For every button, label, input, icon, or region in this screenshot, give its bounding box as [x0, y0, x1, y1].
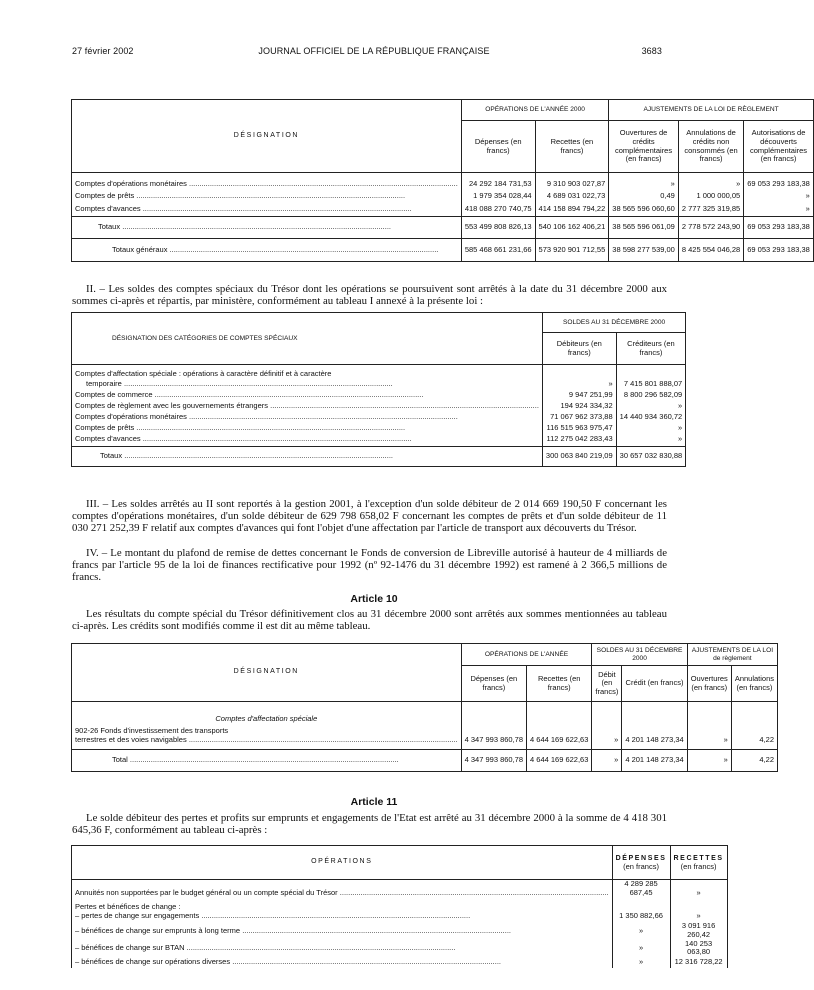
table-row: [72, 203, 814, 217]
cell: 194 924 334,32: [542, 401, 616, 412]
col-crediteurs: Créditeurs (en francs): [616, 333, 686, 365]
cell: 9 947 251,99: [542, 390, 616, 401]
article-11-heading: Article 11: [350, 796, 398, 808]
cell: »: [592, 750, 622, 772]
col-depenses: Dépenses (en francs): [461, 666, 526, 702]
cell: 8 800 296 582,09: [616, 390, 686, 401]
table-row: [72, 434, 686, 447]
table-row: [72, 379, 686, 390]
table-row: [72, 179, 814, 191]
row-label: Annuités non supportées par le budget général ou un compte spécial du Trésor .....: [75, 889, 609, 898]
row-label: Totaux généraux .....: [112, 246, 458, 255]
cell: »: [744, 191, 814, 203]
row-label: terrestres et des voies navigables .....: [75, 736, 458, 745]
cell: 585 468 661 231,66: [461, 239, 535, 262]
paragraph-ii: II. – Les soldes des comptes spéciaux du Trésor dont les opérations se poursuivent sont arrêtés à la date du 31 décembre 2000 aux sommes ci-après et répartis, par ministère, conformément au tableau I annexé à la présente loi :: [72, 283, 667, 308]
row-label: Total .....: [112, 756, 458, 765]
cell: »: [670, 880, 727, 898]
cell: »: [592, 736, 622, 750]
group-operations-header: OPÉRATIONS DE L'ANNÉE 2000: [461, 100, 608, 121]
col-debit: Débit (en francs): [592, 666, 622, 702]
row-label: Totaux .....: [98, 223, 458, 232]
cell: 4 347 993 860,78: [461, 750, 526, 772]
row-label: temporaire .....: [86, 380, 539, 389]
row-label: – pertes de change sur engagements .....: [75, 912, 609, 921]
col-annulations: Annulations (en francs): [731, 666, 777, 702]
cell: 2 777 325 319,85: [678, 203, 743, 217]
group-ajustements-header: AJUSTEMENTS DE LA LOI DE RÈGLEMENT: [609, 100, 814, 121]
cell: 38 598 277 539,00: [609, 239, 679, 262]
article-10-text: Les résultats du compte spécial du Trésor définitivement clos au 31 décembre 2000 sont arrêtés aux sommes mentionnées au tableau ci-après. Les crédits sont modifiés comme il est dit au même tableau.: [72, 608, 667, 633]
cell: 24 292 184 731,53: [461, 179, 535, 191]
cell: 116 515 963 975,47: [542, 423, 616, 434]
cell: 112 275 042 283,43: [542, 434, 616, 447]
col-credit: Crédit (en francs): [622, 666, 687, 702]
cell: 69 053 293 183,38: [744, 179, 814, 191]
cell: 71 067 962 373,88: [542, 412, 616, 423]
col-depenses: Dépenses (en francs): [461, 121, 535, 173]
cell: 4 201 148 273,34: [622, 750, 687, 772]
group-ajustements-header: AJUSTEMENTS DE LA LOI de règlement: [687, 644, 777, 666]
cell: 9 310 903 027,87: [535, 179, 609, 191]
row-label: Totaux .....: [100, 452, 539, 461]
cell: 4,22: [731, 736, 777, 750]
cell: 1 979 354 028,44: [461, 191, 535, 203]
table-compte-special-clos: [71, 643, 778, 772]
designation-header: DÉSIGNATION: [72, 100, 462, 173]
cell: 1 350 882,66: [612, 911, 670, 922]
cell: 69 053 293 183,38: [744, 239, 814, 262]
col-ouvertures: Ouvertures de crédits complémentaires (en francs): [609, 121, 679, 173]
row-label: 902-26 Fonds d'investissement des transports: [72, 724, 462, 736]
cell: »: [687, 736, 731, 750]
paragraph-iii: III. – Les soldes arrêtés au II sont reportés à la gestion 2001, à l'exception d'un solde débiteur de 2 014 669 190,50 F concernant les comptes d'opérations monétaires, d'un solde débiteur de 629 798 658,02 F concernant les comptes de prêts et d'un solde débiteur de 11 030 271 252,39 F relatif aux comptes d'avances qui font l'objet d'une affectation par l'article de transport aux découverts du Trésor.: [72, 498, 667, 535]
cell: 414 158 894 794,22: [535, 203, 609, 217]
cell: 140 253 063,80: [670, 940, 727, 957]
row-label: Pertes et bénéfices de change :: [72, 897, 613, 911]
totals-row: [72, 217, 814, 239]
col-recettes: Recettes (en francs): [535, 121, 609, 173]
cell: 540 106 162 406,21: [535, 217, 609, 239]
cell: 4 347 993 860,78: [461, 736, 526, 750]
designation-header: DÉSIGNATION: [72, 644, 462, 702]
article-10-heading: Article 10: [350, 593, 398, 605]
table-operations-2000: [71, 99, 814, 262]
cell: 573 920 901 712,55: [535, 239, 609, 262]
cell: 2 778 572 243,90: [678, 217, 743, 239]
table-soldes-comptes-speciaux: [71, 312, 686, 467]
row-label: Comptes d'opérations monétaires .....: [75, 180, 458, 189]
table-row: [72, 423, 686, 434]
cell: 38 565 596 061,09: [609, 217, 679, 239]
cell: 4,22: [731, 750, 777, 772]
cell: 4 644 169 622,63: [527, 750, 592, 772]
cell: 1 000 000,05: [678, 191, 743, 203]
row-label: – bénéfices de change sur emprunts à long terme .....: [75, 927, 609, 936]
header-date: 27 février 2002: [72, 46, 134, 56]
cell: »: [612, 940, 670, 957]
table-row: [72, 191, 814, 203]
designation-header: DÉSIGNATION DES CATÉGORIES DE COMPTES SPÉCIAUX: [72, 313, 543, 365]
cell: »: [616, 401, 686, 412]
col-ouvertures: Ouvertures (en francs): [687, 666, 731, 702]
cell: 4 644 169 622,63: [527, 736, 592, 750]
article-11-text: Le solde débiteur des pertes et profits sur emprunts et engagements de l'Etat est arrêté au 31 décembre 2000 à la somme de 4 418 301 645,36 F, conformément au tableau ci-après :: [72, 812, 667, 837]
cell: 418 088 270 740,75: [461, 203, 535, 217]
table-row: [72, 940, 728, 957]
table-pertes-profits: [71, 845, 728, 968]
row-label: – bénéfices de change sur BTAN .....: [75, 944, 609, 953]
cell: 30 657 032 830,88: [616, 447, 686, 467]
cell: 4 201 148 273,34: [622, 736, 687, 750]
paragraph-iv: IV. – Le montant du plafond de remise de dettes concernant le Fonds de conversion de Libreville autorisé à hauteur de 4 milliards de francs par l'article 95 de la loi de finances rectificative pour 1992 (nº 92-1476 du 31 décembre 1992) est ramené à 2 366,5 millions de francs.: [72, 547, 667, 584]
cell: 553 499 808 826,13: [461, 217, 535, 239]
totals-row: [72, 447, 686, 467]
row-label: Comptes d'affectation spéciale : opérations à caractère définitif et à caractère: [72, 365, 543, 379]
cell: »: [687, 750, 731, 772]
table-row: [72, 911, 728, 922]
cell: 8 425 554 046,28: [678, 239, 743, 262]
cell: »: [616, 423, 686, 434]
row-label: Comptes de prêts .....: [75, 192, 458, 201]
grand-totals-row: [72, 239, 814, 262]
cell: »: [612, 922, 670, 939]
row-label: Comptes de règlement avec les gouvernements étrangers .....: [75, 402, 539, 411]
col-annulations: Annulations de crédits non consommés (en francs): [678, 121, 743, 173]
totals-row: [72, 750, 778, 772]
cell: »: [670, 911, 727, 922]
cell: 3 091 916 260,42: [670, 922, 727, 939]
row-label: – bénéfices de change sur opérations diverses .....: [75, 958, 609, 967]
table-row: [72, 922, 728, 939]
col-recettes: Recettes (en francs): [527, 666, 592, 702]
section-label: Comptes d'affectation spéciale: [72, 702, 462, 724]
row-label: Comptes d'opérations monétaires .....: [75, 413, 539, 422]
col-autorisations: Autorisations de découverts complémentaires (en francs): [744, 121, 814, 173]
cell: 300 063 840 219,09: [542, 447, 616, 467]
cell: »: [678, 179, 743, 191]
col-recettes: RECETTES (en francs): [670, 846, 727, 880]
cell: »: [744, 203, 814, 217]
table-row: [72, 736, 778, 750]
table-row: [72, 412, 686, 423]
cell: 38 565 596 060,60: [609, 203, 679, 217]
cell: 4 689 031 022,73: [535, 191, 609, 203]
table-row: [72, 390, 686, 401]
cell: 14 440 934 360,72: [616, 412, 686, 423]
group-soldes-header: SOLDES AU 31 DÉCEMBRE 2000: [542, 313, 685, 333]
group-operations-header: OPÉRATIONS DE L'ANNÉE: [461, 644, 592, 666]
col-debiteurs: Débiteurs (en francs): [542, 333, 616, 365]
cell: 0,49: [609, 191, 679, 203]
table-row: [72, 401, 686, 412]
cell: 12 316 728,22: [670, 957, 727, 968]
group-soldes-header: SOLDES AU 31 DÉCEMBRE 2000: [592, 644, 687, 666]
row-label: Comptes d'avances .....: [75, 435, 539, 444]
page-number: 3683: [641, 46, 662, 56]
table-row: [72, 957, 728, 968]
cell: »: [542, 379, 616, 390]
cell: 69 053 293 183,38: [744, 217, 814, 239]
operations-header: OPÉRATIONS: [72, 846, 613, 880]
journal-title: JOURNAL OFFICIEL DE LA RÉPUBLIQUE FRANÇAISE: [258, 46, 490, 56]
cell: 4 289 285 687,45: [612, 880, 670, 898]
cell: »: [612, 957, 670, 968]
table-row: [72, 897, 728, 911]
table-row: [72, 880, 728, 898]
cell: 7 415 801 888,07: [616, 379, 686, 390]
row-label: Comptes de prêts .....: [75, 424, 539, 433]
row-label: Comptes de commerce .....: [75, 391, 539, 400]
cell: »: [609, 179, 679, 191]
col-depenses: DÉPENSES (en francs): [612, 846, 670, 880]
cell: »: [616, 434, 686, 447]
row-label: Comptes d'avances .....: [75, 205, 458, 214]
